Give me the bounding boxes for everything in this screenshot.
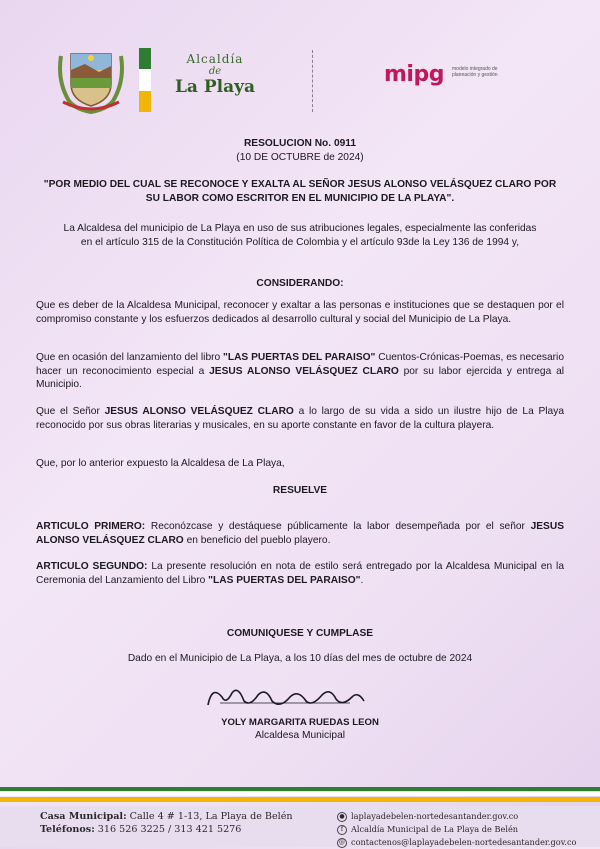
mipg-tagline: modelo integrado de planeación y gestión xyxy=(452,66,498,78)
resolution-number: RESOLUCION No. 0911 xyxy=(243,138,357,149)
considerando-3: Que el Señor JESUS ALONSO VELÁSQUEZ CLARO a lo largo de su vida a sido un ilustre hijo de La Playa reconocido por sus obras literarias y musicales, en su aporte constante en favor de la cultura playera. xyxy=(36,406,564,431)
footer-white-bar xyxy=(0,792,600,796)
coat-of-arms-icon xyxy=(55,46,127,116)
letterhead xyxy=(0,40,600,120)
footer-facebook[interactable]: Alcaldía Municipal de La Playa de Belén xyxy=(351,824,519,834)
articulo-segundo: ARTICULO SEGUNDO: La presente resolución en nota de estilo será entregado por la Alcaldesa Municipal en la Ceremonia del Lanzamiento del Libro "LAS PUERTAS DEL PARAISO". xyxy=(36,561,564,586)
resuelve-heading: RESUELVE xyxy=(272,485,328,496)
footer-email[interactable]: contactenos@laplayadebelen-nortedesantander.gov.co xyxy=(351,837,577,847)
footer-web-row[interactable] xyxy=(337,810,576,823)
footer xyxy=(0,806,600,847)
signer-title: Alcaldesa Municipal xyxy=(254,730,346,741)
brand-line1: Alcaldía xyxy=(186,52,244,66)
considerando-heading: CONSIDERANDO: xyxy=(256,278,344,289)
header-divider xyxy=(312,50,313,112)
closing-formula: COMUNIQUESE Y CUMPLASE xyxy=(226,628,374,639)
footer-links xyxy=(337,810,576,849)
considerando-4: Que, por lo anterior expuesto la Alcaldesa de La Playa, xyxy=(36,458,285,469)
footer-phones: Teléfonos: 316 526 3225 / 313 421 5276 xyxy=(40,824,242,835)
signature-icon xyxy=(200,683,370,713)
municipal-flag-icon xyxy=(139,48,151,112)
footer-yellow-bar xyxy=(0,797,600,802)
brand-line3: La Playa xyxy=(174,77,256,97)
resolution-date: (10 DE OCTUBRE de 2024) xyxy=(236,151,364,163)
email-icon: @ xyxy=(339,838,345,846)
footer-green-bar xyxy=(0,787,600,791)
resolution-number-block xyxy=(36,137,564,164)
footer-address: Casa Municipal: Calle 4 # 1-13, La Playa de Belén xyxy=(40,811,293,822)
globe-icon: ● xyxy=(337,812,347,822)
footer-email-row[interactable] xyxy=(337,836,576,849)
footer-facebook-row[interactable] xyxy=(337,823,576,836)
mipg-logo: mipg xyxy=(384,62,444,87)
brand-line2: de xyxy=(208,66,222,77)
given-date: Dado en el Municipio de La Playa, a los 10 días del mes de octubre de 2024 xyxy=(127,653,473,664)
signer-name: YOLY MARGARITA RUEDAS LEON xyxy=(221,717,379,728)
footer-contact xyxy=(40,810,293,836)
articulo-primero: ARTICULO PRIMERO: Reconózcase y destáquese públicamente la labor desempeñada por el señor JESUS ALONSO VELÁSQUEZ CLARO en beneficio del pueblo playero. xyxy=(36,521,564,546)
intro-paragraph: La Alcaldesa del municipio de La Playa en uso de sus atribuciones legales, especialmente las conferidas en el artículo 315 de la Constitución Política de Colombia y el artículo 93de la Ley 136 de 1994 y, xyxy=(63,223,537,248)
alcaldia-logo xyxy=(160,52,270,97)
facebook-icon: f xyxy=(337,825,347,835)
considerando-2: Que en ocasión del lanzamiento del libro "LAS PUERTAS DEL PARAISO" Cuentos-Crónicas-Poemas, es necesario hacer un reconocimiento especial a JESUS ALONSO VELÁSQUEZ CLARO por su labor ejercida y entrega al Municipio. xyxy=(36,352,564,390)
footer-web[interactable]: laplayadebelen-nortedesantander.gov.co xyxy=(351,811,519,821)
resolution-title: "POR MEDIO DEL CUAL SE RECONOCE Y EXALTA AL SEÑOR JESUS ALONSO VELÁSQUEZ CLARO POR SU LABOR COMO ESCRITOR EN EL MUNICIPIO DE LA PLAYA". xyxy=(43,179,557,204)
considerando-1: Que es deber de la Alcaldesa Municipal, reconocer y exaltar a las personas e instituciones que se destaquen por el compromiso constante y los esfuerzos dedicados al desarrollo cultural y social del Municipio de La Playa. xyxy=(36,300,564,325)
